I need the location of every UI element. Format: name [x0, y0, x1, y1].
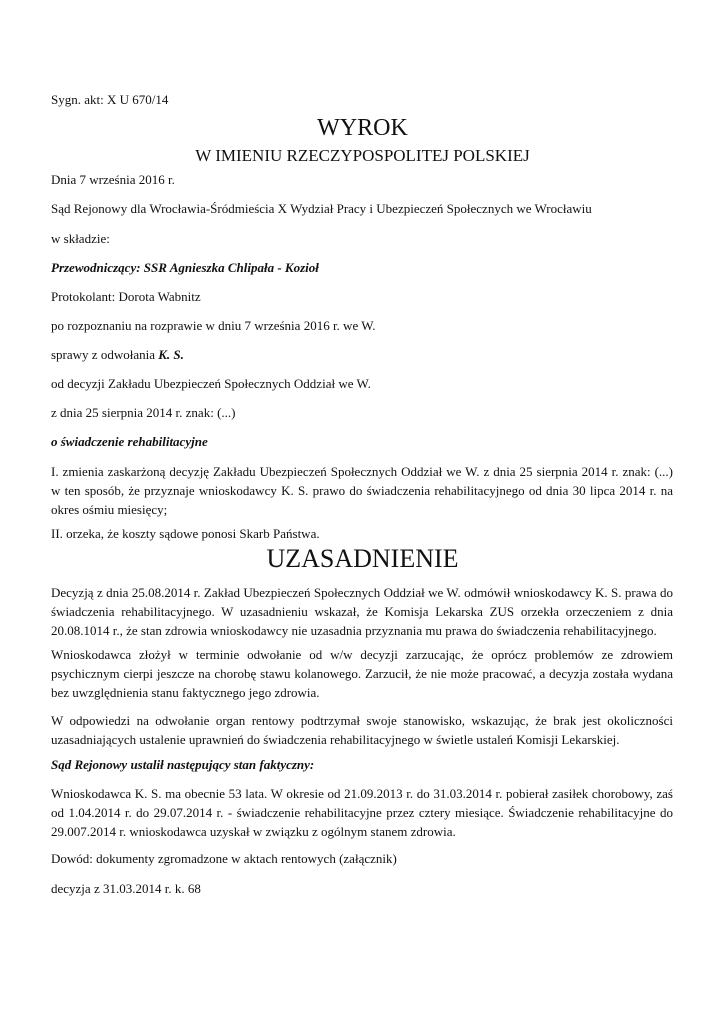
presiding-judge: Przewodniczący: SSR Agnieszka Chlipała - Kozioł	[51, 260, 319, 275]
decision-reference: decyzja z 31.03.2014 r. k. 68	[51, 881, 201, 896]
hearing-date: po rozpoznaniu na rozprawie w dniu 7 września 2016 r. we W.	[51, 318, 376, 333]
justification-title: UZASADNIENIE	[266, 544, 459, 573]
justification-paragraph-2: Wnioskodawca złożył w terminie odwołanie od w/w decyzji zarzucając, że oprócz problemów ze zdrowiem psychicznym cierpi jeszcze na chorobę stawu kolanowego. Zarzucił, że nie może pracować, a decyzja została wydana bez uwzględnienia stanu faktycznego jego zdrowia.	[51, 647, 673, 700]
appealed-decision: od decyzji Zakładu Ubezpieczeń Społecznych Oddział we W.	[51, 376, 371, 391]
appellant-name: K. S.	[158, 347, 184, 362]
case-subject: o świadczenie rehabilitacyjne	[51, 434, 208, 449]
case-prefix: sprawy z odwołania	[51, 347, 159, 362]
verdict-date: Dnia 7 września 2016 r.	[51, 172, 175, 187]
verdict-subtitle: W IMIENIU RZECZYPOSPOLITEJ POLSKIEJ	[195, 146, 530, 165]
case-signature: Sygn. akt: X U 670/14	[51, 92, 169, 107]
justification-paragraph-1: Decyzją z dnia 25.08.2014 r. Zakład Ubezpieczeń Społecznych Oddział we W. odmówił wnioskodawcy K. S. prawa do świadczenia rehabilitacyjnego. W uzasadnieniu wskazał, że Komisja Lekarska ZUS orzekła orzeczeniem z dnia 20.08.1014 r., że stan zdrowia wnioskodawcy nie uzasadnia przyznania mu prawa do świadczenia rehabilitacyjnego.	[51, 585, 673, 638]
ruling-point-1: I. zmienia zaskarżoną decyzję Zakładu Ubezpieczeń Społecznych Oddział we W. z dnia 25 sierpnia 2014 r. znak: (...) w ten sposób, że przyznaje wnioskodawcy K. S. prawo do świadczenia rehabilitacyjnego od dnia 30 lipca 2014 r. na okres ośmiu miesięcy;	[51, 464, 673, 517]
facts-heading: Sąd Rejonowy ustalił następujący stan faktyczny:	[51, 757, 315, 772]
justification-paragraph-4: Wnioskodawca K. S. ma obecnie 53 lata. W okresie od 21.09.2013 r. do 31.03.2014 r. pobierał zasiłek chorobowy, zaś od 1.04.2014 r. do 29.07.2014 r. - świadczenie rehabilitacyjne przez cztery miesiące. Świadczenie rehabilitacyjne do 29.007.2014 r. wnioskodawca uzyskał w związku z ogólnym stanem zdrowia.	[51, 786, 673, 839]
case-appellant	[51, 347, 184, 363]
court-name: Sąd Rejonowy dla Wrocławia-Śródmieścia X Wydział Pracy i Ubezpieczeń Społecznych we Wrocławiu	[51, 201, 592, 216]
ruling-point-2: II. orzeka, że koszty sądowe ponosi Skarb Państwa.	[51, 526, 320, 541]
evidence-line: Dowód: dokumenty zgromadzone w aktach rentowych (załącznik)	[51, 851, 397, 866]
justification-paragraph-3: W odpowiedzi na odwołanie organ rentowy podtrzymał swoje stanowisko, wskazując, że brak jest okoliczności uzasadniających ustalenie uprawnień do świadczenia rehabilitacyjnego w świetle ustaleń Komisji Lekarskiej.	[51, 713, 673, 747]
appealed-decision-date: z dnia 25 sierpnia 2014 r. znak: (...)	[51, 405, 236, 420]
verdict-title: WYROK	[317, 115, 408, 141]
court-clerk: Protokolant: Dorota Wabnitz	[51, 289, 201, 304]
composition-label: w składzie:	[51, 231, 110, 246]
